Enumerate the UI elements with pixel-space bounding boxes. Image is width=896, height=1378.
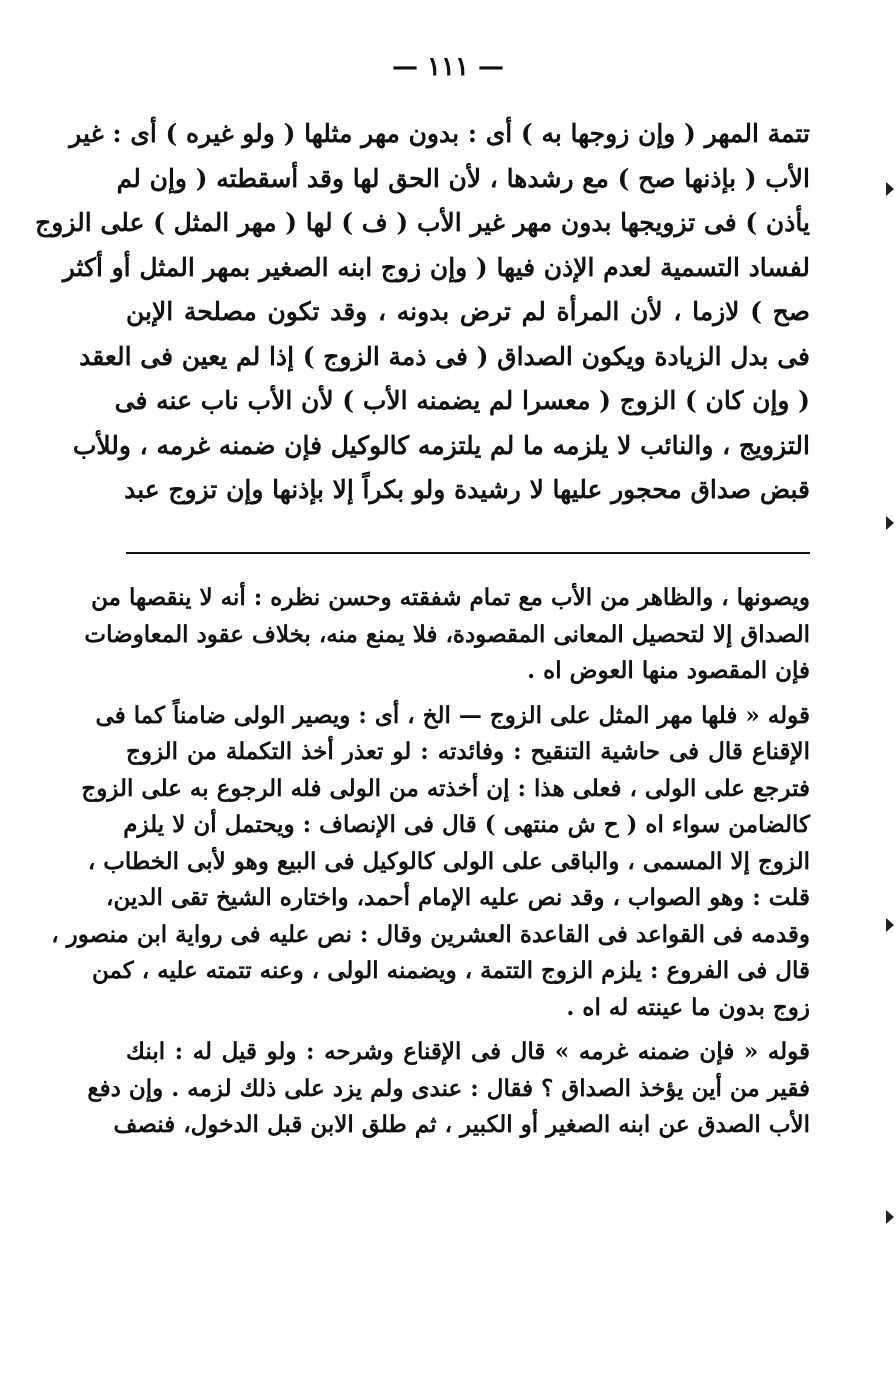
footnote-line: الزوج إلا المسمى ، والباقى على الولى كالوكيل فى البيع وهو لأبى الخطاب ، (87, 847, 810, 875)
footnote-line: قال فى الفروع : يلزم الزوج التتمة ، ويضمنه الولى ، وعنه تتمته عليه ، كمن (91, 957, 810, 984)
binding-mark-icon (886, 918, 894, 932)
main-text-block (35, 112, 810, 513)
footnote-line: كالضامن سواء اه ( ح ش منتهى ) قال فى الإنصاف : ويحتمل أن لا يلزم (123, 811, 810, 838)
binding-mark-icon (886, 516, 894, 530)
footnote-line: فترجع على الولى ، فعلى هذا : إن أخذته من الولى فله الرجوع به على الزوج (81, 774, 810, 802)
main-text-line: قبض صداق محجور عليها لا رشيدة ولو بكراً إلا بإذنها وإن تزوج عبد (124, 475, 810, 504)
footnote-paragraph (51, 698, 810, 1027)
main-text-line: لفساد التسمية لعدم الإذن فيها ( وإن زوج ابنه الصغير بمهر المثل أو أكثر (62, 252, 810, 282)
page-number: — ١١١ — (391, 52, 505, 82)
main-text-line: تتمة المهر ( وإن زوجها به ) أى : بدون مهر مثلها ( ولو غيره ) أى : غير (69, 119, 810, 148)
footnote-line: قوله « فإن ضمنه غرمه » قال فى الإقناع وشرحه : ولو قيل له : ابنك (126, 1038, 810, 1065)
main-text-line: صح ) لازما ، لأن المرأة لم ترض بدونه ، وقد تكون مصلحة الإبن (126, 297, 810, 326)
main-text-line: يأذن ) فى تزويجها بدون مهر غير الأب ( ف ) لها ( مهر المثل ) على الزوج (35, 208, 810, 237)
footnotes-block (51, 580, 810, 1152)
main-text-line: فى بدل الزيادة ويكون الصداق ( فى ذمة الزوج ) إذا لم يعين فى العقد (79, 341, 810, 371)
main-text-line: ( وإن كان ) الزوج ( معسرا لم يضمنه الأب ) لأن الأب ناب عنه فى (114, 386, 810, 415)
footnote-separator (126, 552, 810, 554)
main-text-line: الأب ( بإذنها صح ) مع رشدها ، لأن الحق لها وقد أسقطته ( وإن لم (116, 163, 810, 193)
footnote-line: فقير من أين يؤخذ الصداق ؟ فقال : عندى ولم يزد على ذلك لزمه . وإن دفع (87, 1074, 810, 1102)
footnote-line: قوله « فلها مهر المثل على الزوج — الخ ، أى : ويصير الولى ضامناً كما فى (95, 701, 810, 729)
binding-mark-icon (886, 182, 894, 196)
footnote-line: زوج بدون ما عينته له اه . (566, 993, 810, 1021)
footnote-line: قلت : وهو الصواب ، وقد نص عليه الإمام أحمد، واختاره الشيخ تقى الدين، (106, 884, 810, 911)
binding-mark-icon (886, 1210, 894, 1224)
footnote-paragraph (87, 1034, 810, 1144)
footnote-line: فإن المقصود منها العوض اه . (527, 657, 810, 684)
footnote-line: ويصونها ، والظاهر من الأب مع تمام شفقته وحسن نظره : أنه لا ينقصها من (91, 584, 810, 611)
main-text-line: التزويج ، والنائب لا يلزمه ما لم يلتزمه كالوكيل فإن ضمنه غرمه ، وللأب (72, 430, 810, 460)
footnote-line: الإقناع قال فى حاشية التنقيح : وفائدته : لو تعذر أخذ التكملة من الزوج (126, 738, 810, 765)
footnote-paragraph (84, 580, 810, 690)
footnote-line: وقدمه فى القواعد فى القاعدة العشرين وقال : نص عليه فى رواية ابن منصور ، (51, 920, 810, 948)
footnote-line: الصداق إلا لتحصيل المعانى المقصودة، فلا يمنع منه، بخلاف عقود المعاوضات (84, 620, 810, 648)
footnote-line: الأب الصدق عن ابنه الصغير أو الكبير ، ثم طلق الابن قبل الدخول، فنصف (113, 1111, 810, 1138)
